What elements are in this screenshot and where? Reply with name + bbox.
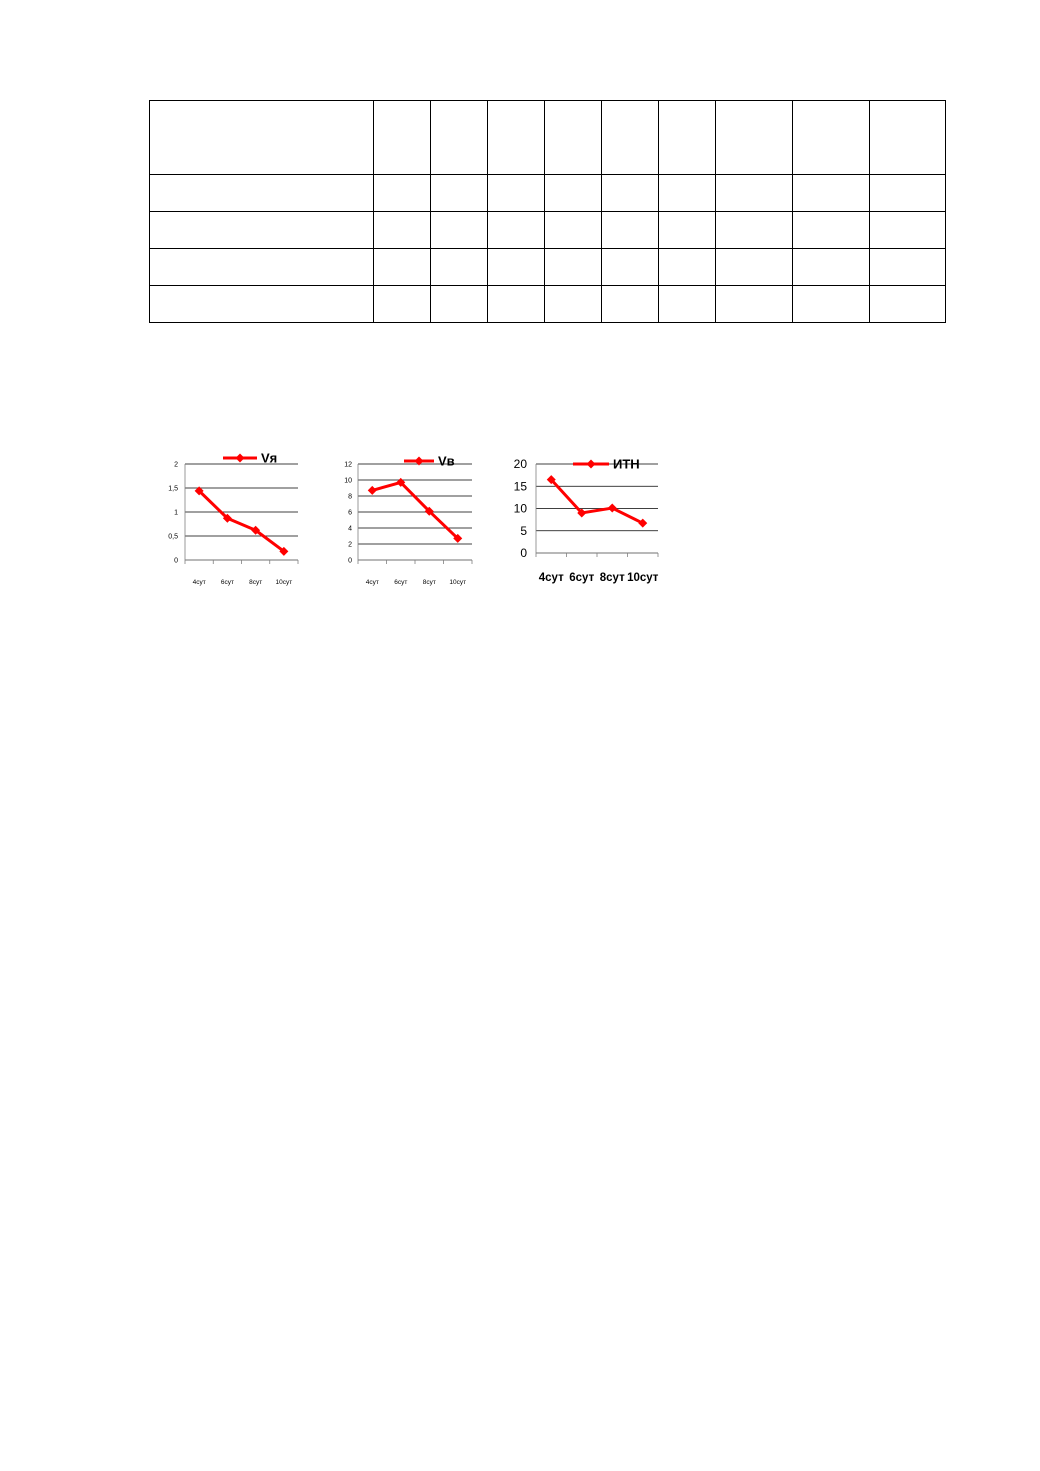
table-cell (793, 212, 870, 249)
x-tick-label: 6сут (394, 579, 408, 586)
table-cell (716, 212, 793, 249)
table-cell (659, 249, 716, 286)
y-tick-label: 12 (344, 461, 352, 469)
table-row (150, 286, 946, 323)
table-cell (659, 175, 716, 212)
table-row (150, 175, 946, 212)
x-tick-label: 4сут (538, 572, 564, 584)
table-cell (602, 212, 659, 249)
table-cell (602, 286, 659, 323)
y-tick-label: 6 (348, 509, 352, 517)
table-cell (716, 175, 793, 212)
table-cell (488, 101, 545, 175)
table-cell (716, 249, 793, 286)
table-cell (659, 286, 716, 323)
table-cell (488, 286, 545, 323)
legend-marker (236, 454, 245, 463)
table-cell (150, 175, 374, 212)
table-cell (602, 101, 659, 175)
y-tick-label: 1 (174, 509, 178, 517)
legend-marker (587, 460, 596, 469)
table-cell (374, 249, 431, 286)
data-point (368, 486, 377, 495)
table-cell (545, 249, 602, 286)
chart-vya (155, 448, 305, 590)
table-cell (870, 175, 946, 212)
y-tick-label: 5 (520, 523, 527, 538)
legend-label: Vя (261, 450, 278, 466)
x-tick-label: 8сут (249, 579, 263, 586)
table-cell (870, 286, 946, 323)
table-cell (374, 101, 431, 175)
table-cell (488, 212, 545, 249)
table-cell (431, 175, 488, 212)
table-cell (716, 101, 793, 175)
table-cell (870, 212, 946, 249)
y-tick-label: 0 (174, 557, 178, 565)
table-cell (602, 175, 659, 212)
table-cell (659, 212, 716, 249)
table-cell (431, 212, 488, 249)
table-cell (870, 249, 946, 286)
legend-label: ИТН (613, 456, 640, 472)
x-tick-label: 4сут (365, 579, 379, 586)
series-line (199, 491, 284, 551)
x-tick-label: 4сут (192, 579, 206, 586)
chart-itn (505, 448, 665, 590)
table-cell (431, 101, 488, 175)
table-cell (150, 249, 374, 286)
table-cell (659, 101, 716, 175)
legend-label: Vв (438, 453, 455, 469)
y-tick-label: 1,5 (168, 485, 178, 493)
y-tick-label: 15 (513, 479, 527, 494)
table-cell (150, 101, 374, 175)
table-cell (374, 212, 431, 249)
table-cell (374, 175, 431, 212)
table-cell (374, 286, 431, 323)
x-tick-label: 6сут (569, 572, 595, 584)
table-cell (150, 212, 374, 249)
table-cell (488, 249, 545, 286)
y-tick-label: 10 (513, 501, 527, 516)
empty-table (149, 100, 946, 323)
y-tick-label: 4 (348, 525, 352, 533)
x-tick-label: 10сут (627, 572, 659, 584)
x-tick-label: 6сут (220, 579, 234, 586)
table-cell (716, 286, 793, 323)
series-line (372, 482, 458, 538)
x-tick-label: 10сут (449, 579, 467, 586)
y-tick-label: 2 (174, 461, 178, 469)
table-cell (488, 175, 545, 212)
table-cell (870, 101, 946, 175)
table-cell (431, 286, 488, 323)
y-tick-label: 0,5 (168, 533, 178, 541)
table-cell (793, 175, 870, 212)
y-tick-label: 8 (348, 493, 352, 501)
x-tick-label: 8сут (422, 579, 436, 586)
x-tick-label: 8сут (599, 572, 625, 584)
y-tick-label: 20 (513, 457, 527, 472)
chart-vv (329, 448, 479, 590)
table-cell (793, 101, 870, 175)
table-cell (793, 286, 870, 323)
table-cell (793, 249, 870, 286)
table-cell (545, 175, 602, 212)
table-cell (431, 249, 488, 286)
y-tick-label: 2 (348, 541, 352, 549)
y-tick-label: 0 (348, 557, 352, 565)
x-tick-label: 10сут (275, 579, 293, 586)
table-row (150, 212, 946, 249)
y-tick-label: 10 (344, 477, 352, 485)
table-cell (150, 286, 374, 323)
table-cell (545, 212, 602, 249)
table-row (150, 101, 946, 175)
y-tick-label: 0 (520, 546, 527, 561)
table-cell (545, 286, 602, 323)
table-cell (602, 249, 659, 286)
table-row (150, 249, 946, 286)
table-cell (545, 101, 602, 175)
